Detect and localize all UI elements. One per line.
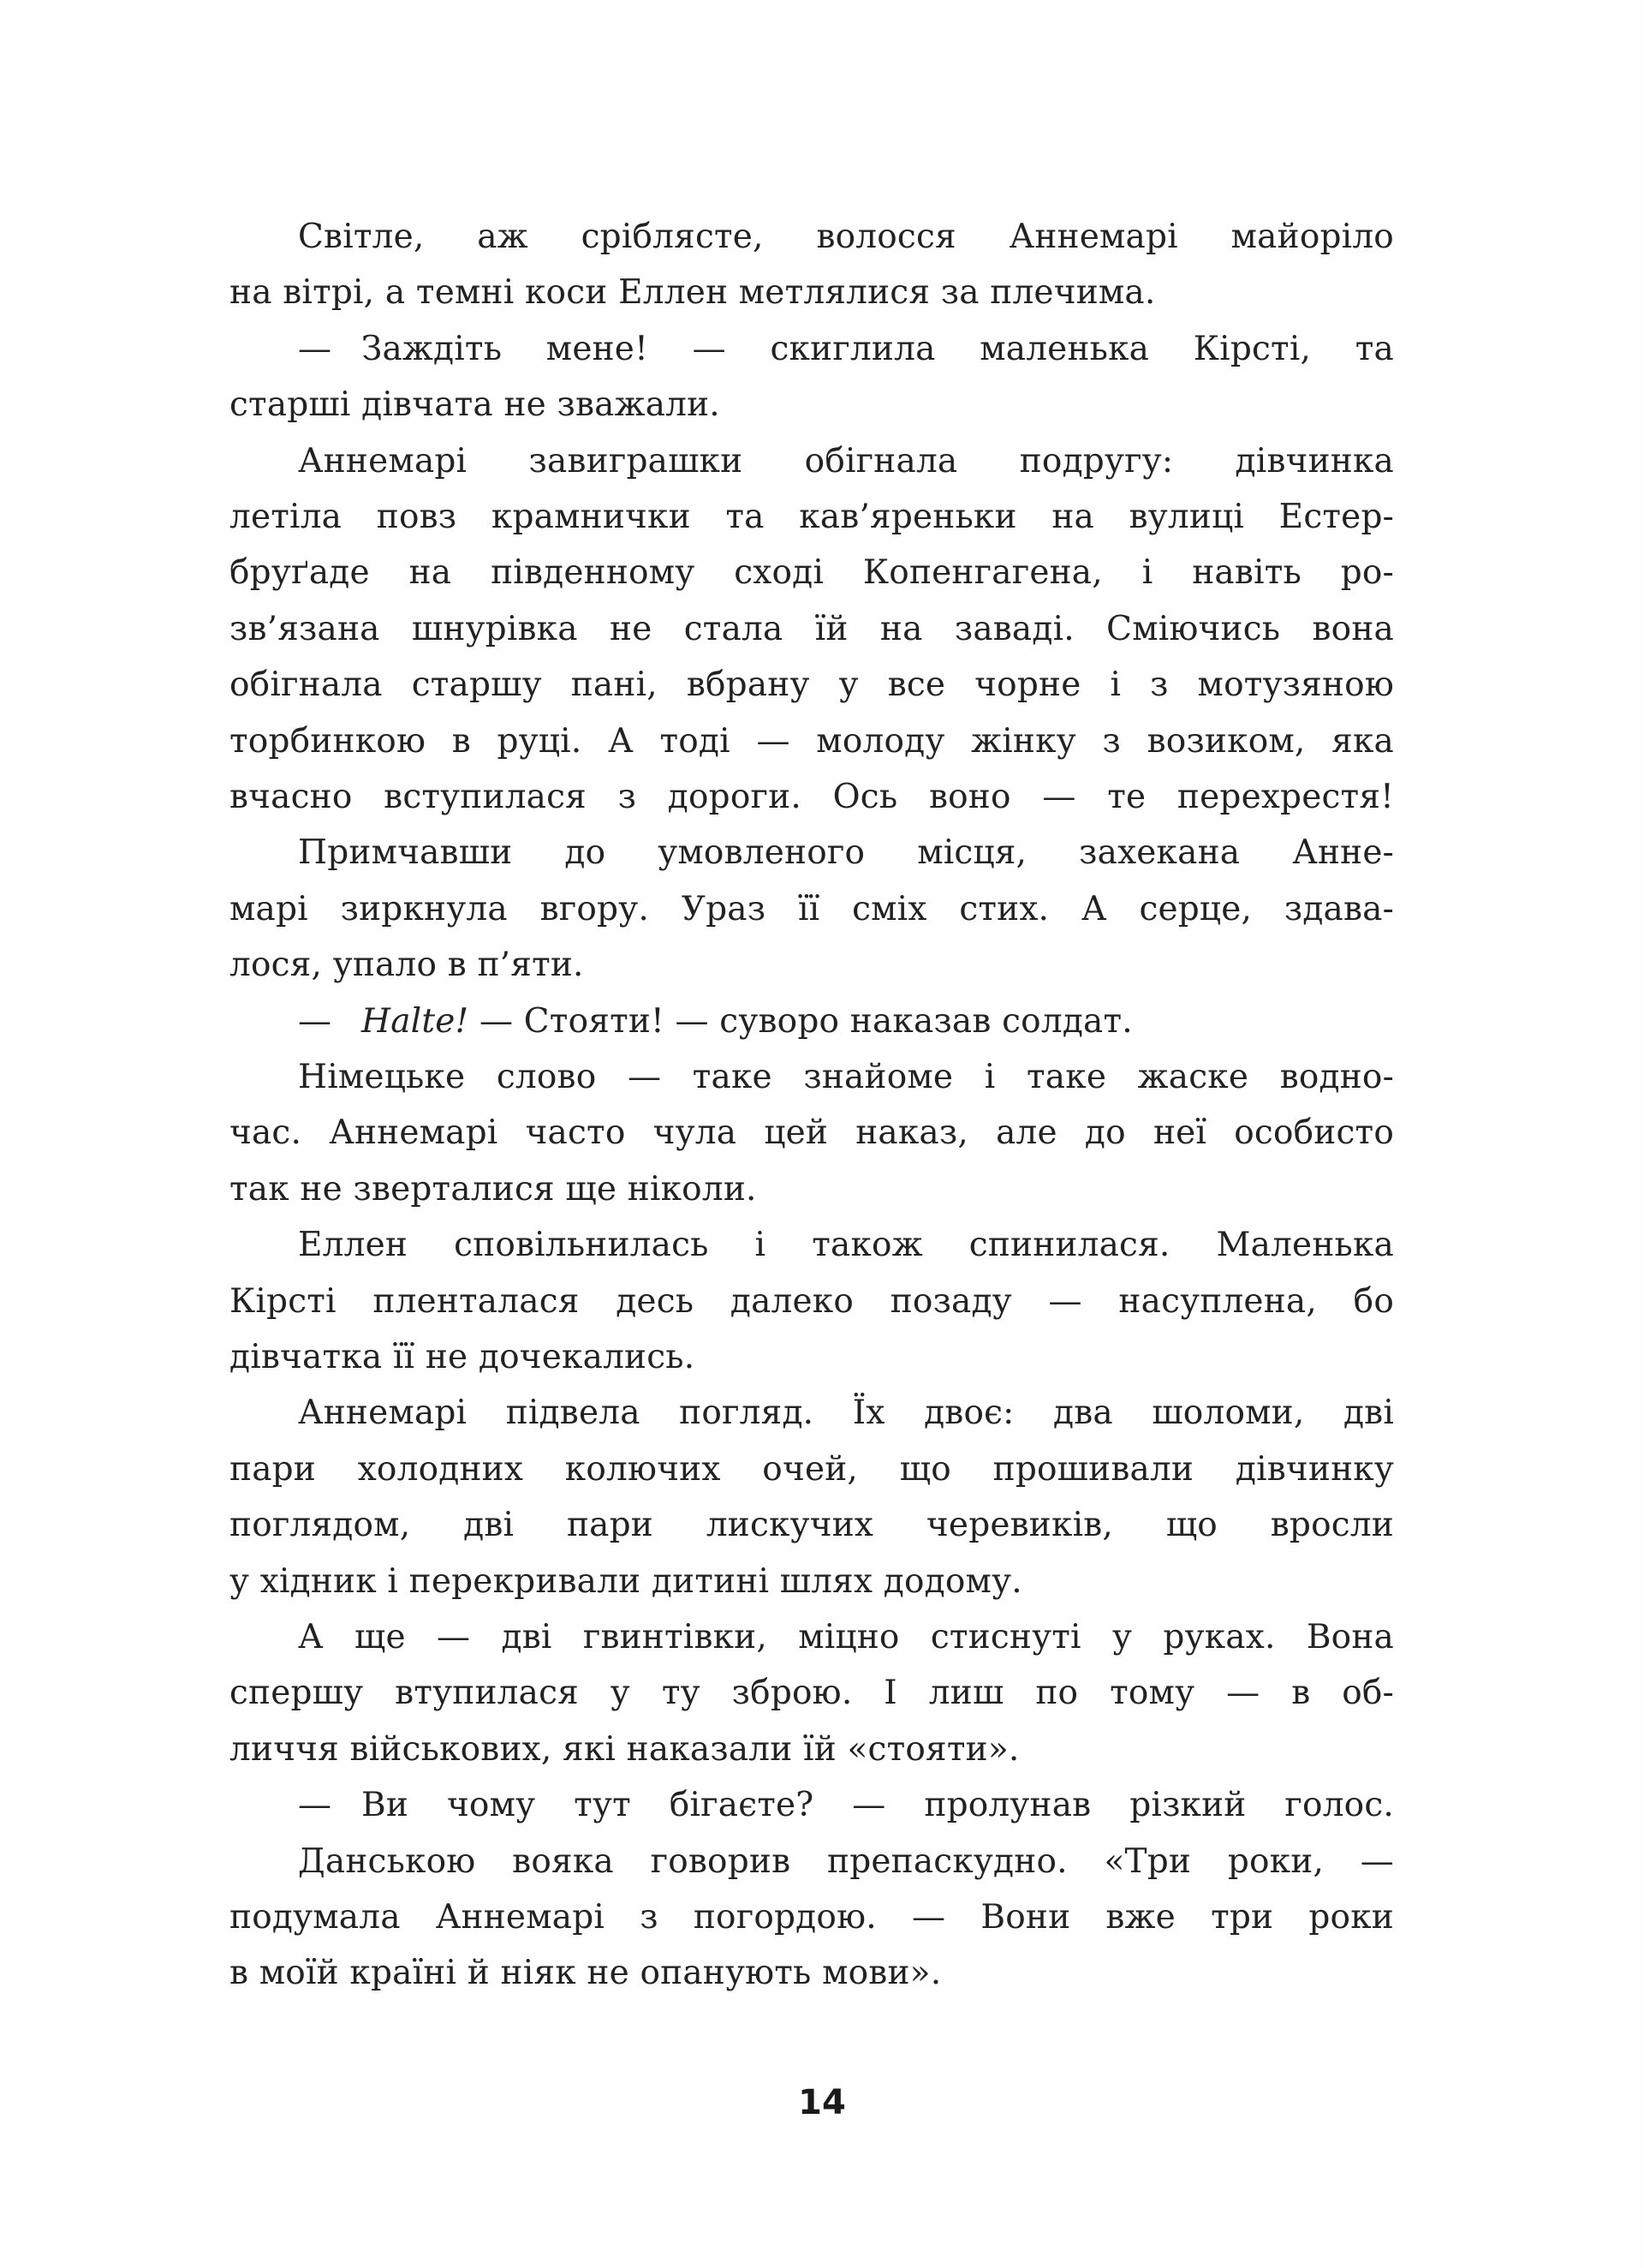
text-line: Данською вояка говорив препаскудно. «Три роки, — bbox=[298, 1841, 1394, 1881]
em-dash: — bbox=[298, 329, 332, 368]
text-line: пари холодних колючих очей, що прошивали дівчинку bbox=[229, 1449, 1394, 1489]
italic-word: Halte! bbox=[361, 1001, 469, 1041]
text-line: Німецьке слово — таке знайоме і таке жаске водно- bbox=[298, 1058, 1394, 1096]
text-line: Еллен сповільнилась і також спинилася. Маленька bbox=[298, 1226, 1394, 1265]
text-line: Світле, аж сріблясте, волосся Аннемарі майоріло bbox=[298, 218, 1394, 256]
text-line: час. Аннемарі часто чула цей наказ, але до неї особисто bbox=[229, 1113, 1394, 1153]
text-line: — Halte! — Стояти! — суворо наказав солдат. bbox=[298, 1000, 1394, 1043]
text-line: на вітрі, а темні коси Еллен метлялися за плечима. bbox=[229, 273, 1156, 313]
text-line: — Ви чому тут бігаєте? — пролунав різкий голос. bbox=[298, 1784, 1394, 1827]
text-line: зв’язана шнурівка не стала їй на заваді. Сміючись вона bbox=[229, 609, 1394, 648]
text-line: подумала Аннемарі з погордою. — Вони вже три роки bbox=[229, 1898, 1394, 1937]
text-line: летіла повз крамнички та кав’яреньки на вулиці Естер- bbox=[229, 498, 1394, 536]
text-line: Кірсті пленталася десь далеко позаду — насуплена, бо bbox=[229, 1281, 1394, 1321]
text-line: у хідник і перекривали дитині шлях додому. bbox=[229, 1561, 1022, 1601]
text-line: — Заждіть мене! — скиглила маленька Кірсті, та bbox=[298, 328, 1394, 371]
text-line: поглядом, дві пари лискучих черевиків, що вросли bbox=[229, 1506, 1394, 1545]
text-line: лося, упало в п’яти. bbox=[229, 946, 584, 985]
text-line: вчасно вступилася з дороги. Ось воно — те перехрестя! bbox=[229, 778, 1394, 816]
text-line: обігнала старшу пані, вбрану у все чорне і з мотузяною bbox=[229, 665, 1394, 705]
text-line: марі зиркнула вгору. Ураз її сміх стих. А серце, здава- bbox=[229, 889, 1394, 928]
em-dash: — bbox=[298, 1001, 332, 1041]
text-line: торбинкою в руці. А тоді — молоду жінку з возиком, яка bbox=[229, 721, 1394, 761]
em-dash: — bbox=[298, 1786, 332, 1825]
text-line: дівчатка її не дочекались. bbox=[229, 1338, 695, 1376]
text-line: старші дівчата не зважали. bbox=[229, 385, 720, 425]
text-line: спершу втупилася у ту зброю. І лиш по тому — в об- bbox=[229, 1674, 1394, 1713]
text-line: бруґаде на південному сході Копенгагена, і навіть ро- bbox=[229, 553, 1394, 593]
text-line: Аннемарі завиграшки обігнала подругу: дівчинка bbox=[298, 441, 1394, 480]
text-line: так не зверталися ще ніколи. bbox=[229, 1169, 757, 1209]
text-line: Аннемарі підвела погляд. Їх двоє: два шоломи, дві bbox=[298, 1394, 1394, 1433]
text-line: А ще — дві гвинтівки, міцно стиснуті у руках. Вона bbox=[298, 1618, 1394, 1656]
text-line: в моїй країні й ніяк не опанують мови». bbox=[229, 1954, 942, 1993]
text-line: личчя військових, які наказали їй «стояти». bbox=[229, 1729, 1020, 1769]
page-number: 14 bbox=[798, 2083, 846, 2122]
text-line: Примчавши до умовленого місця, захекана Анне- bbox=[298, 833, 1394, 873]
